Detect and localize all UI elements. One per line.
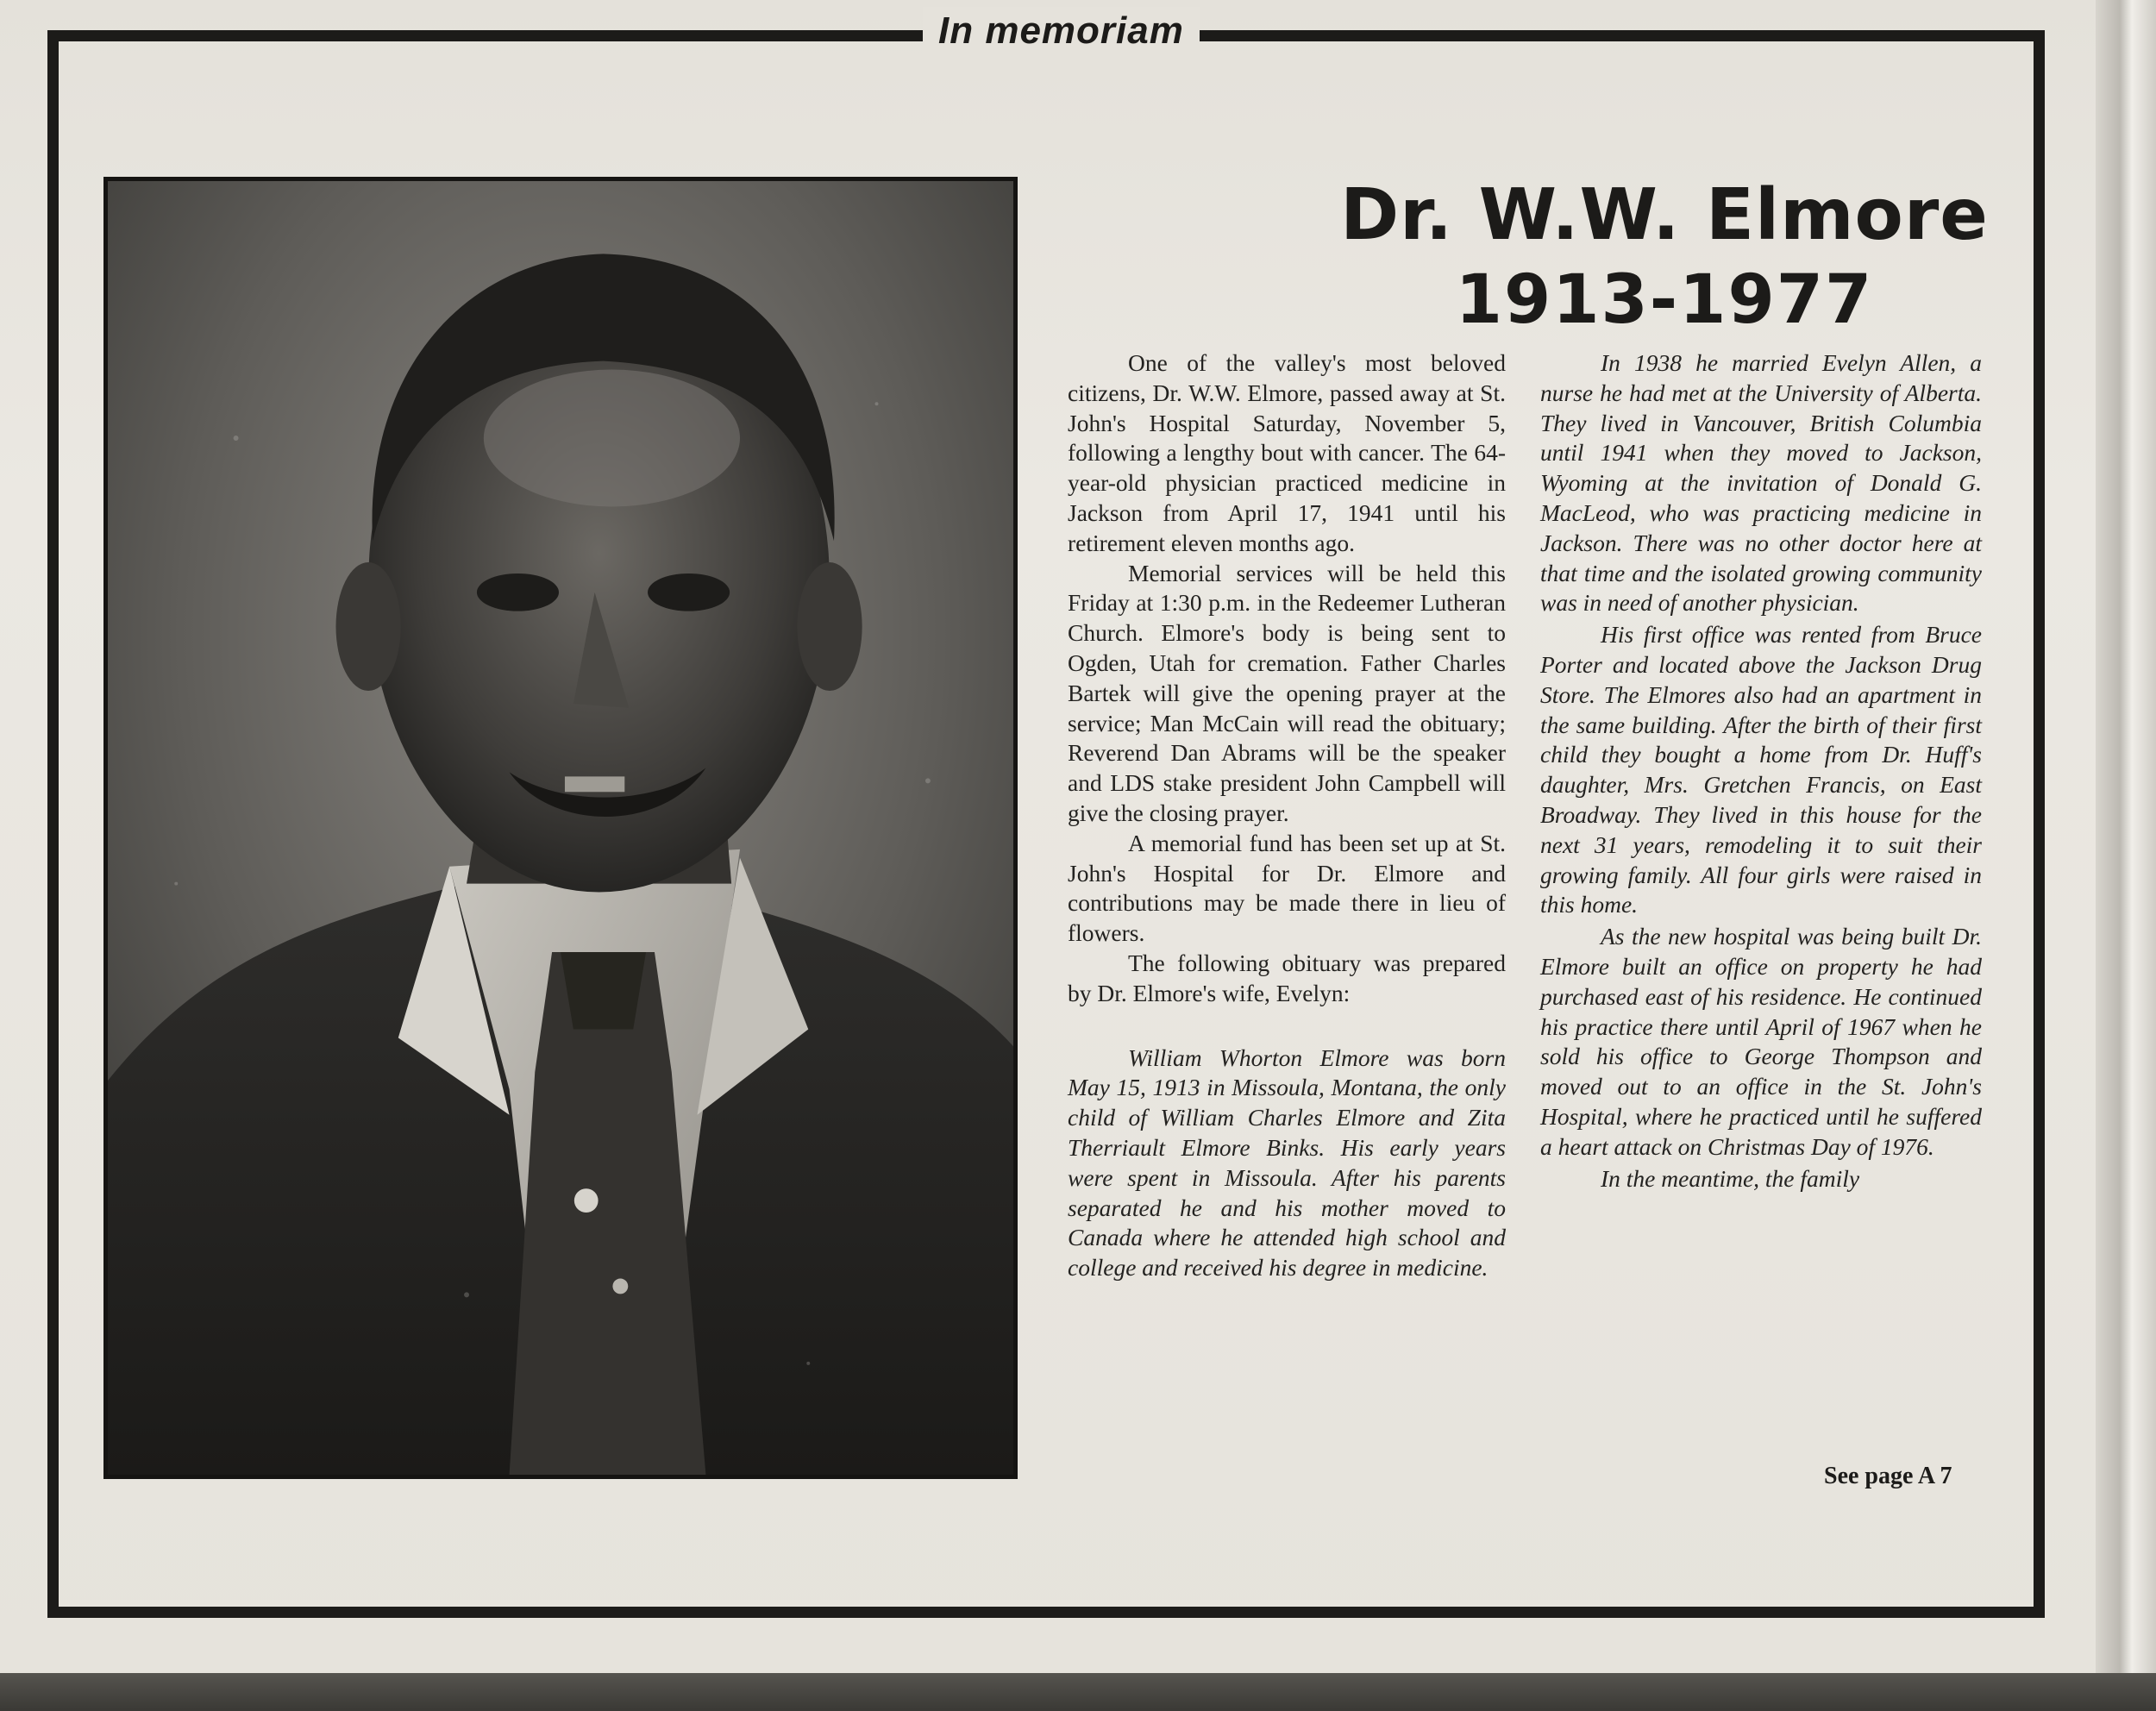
- obituary-paragraph: In 1938 he married Evelyn Allen, a nurse he had met at the University of Alberta. They lived in Vancouver, British Columbia until 1941 when they moved to Jackson, Wyoming at the invitation of Donald G. MacLeod, who was practicing medicine in Jackson. There was no other doctor here at that time and the isolated growing community was in need of another physician.: [1540, 349, 1982, 617]
- obituary-paragraph: As the new hospital was being built Dr. Elmore built an office on property he had purchased east of his residence. He continued his practice there until April of 1967 when he sold his office to George Thompson and moved out to an office in the St. John's Hospital, where he practiced until he suffered a heart attack on Christmas Day of 1976.: [1540, 923, 1982, 1160]
- headline-name: Dr. W.W. Elmore: [1340, 174, 1989, 256]
- article-paragraph: A memorial fund has been set up at St. John's Hospital for Dr. Elmore and contributions may be made there in lieu of flowers.: [1068, 829, 1506, 947]
- article-paragraph: Memorial services will be held this Friday at 1:30 p.m. in the Redeemer Lutheran Church. Elmore's body is being sent to Ogden, Utah for cremation. Father Charles Bartek will give the opening prayer at the service; Man McCain will read the obituary; Reverend Dan Abrams will be the speaker and LDS stake president John Campbell will give the closing prayer.: [1068, 559, 1506, 826]
- section-banner: [923, 7, 1200, 55]
- headline-years: 1913-1977: [1455, 261, 1874, 339]
- background-strip: [0, 1673, 2156, 1711]
- obituary-paragraph: His first office was rented from Bruce Porter and located above the Jackson Drug Store. The Elmores also had an apartment in the same building. After the birth of their first child they bought a home from Dr. Huff's daughter, Mrs. Gretchen Francis, on East Broadway. They lived in this house for the next 31 years, remodeling it to suit their growing family. All four girls were raised in this home.: [1540, 621, 1982, 918]
- section-banner-label: In memoriam: [938, 9, 1184, 52]
- article-paragraph: The following obituary was prepared by Dr. Elmore's wife, Evelyn:: [1068, 949, 1506, 1006]
- obituary-headline: [1104, 172, 2156, 342]
- article-column-right: [1540, 348, 1982, 1194]
- continuation-note: See page A 7: [1824, 1463, 1952, 1489]
- portrait-photo: [103, 177, 1018, 1479]
- article-paragraph: One of the valley's most beloved citizens, Dr. W.W. Elmore, passed away at St. John's Hospital Saturday, November 5, following a lengthy bout with cancer. The 64-year-old physician practiced medicine in Jackson from April 17, 1941 until his retirement eleven months ago.: [1068, 349, 1506, 556]
- portrait-image: [108, 181, 1013, 1475]
- obituary-paragraph: William Whorton Elmore was born May 15, 1913 in Missoula, Montana, the only child of William Charles Elmore and Zita Therriault Elmore Binks. His early years were spent in Missoula. After his parents separated he and his mother moved to Canada where he attended high school and college and received his degree in medicine.: [1068, 1044, 1506, 1282]
- obituary-paragraph: In the meantime, the family: [1601, 1164, 1860, 1192]
- article-column-left: [1068, 348, 1506, 1283]
